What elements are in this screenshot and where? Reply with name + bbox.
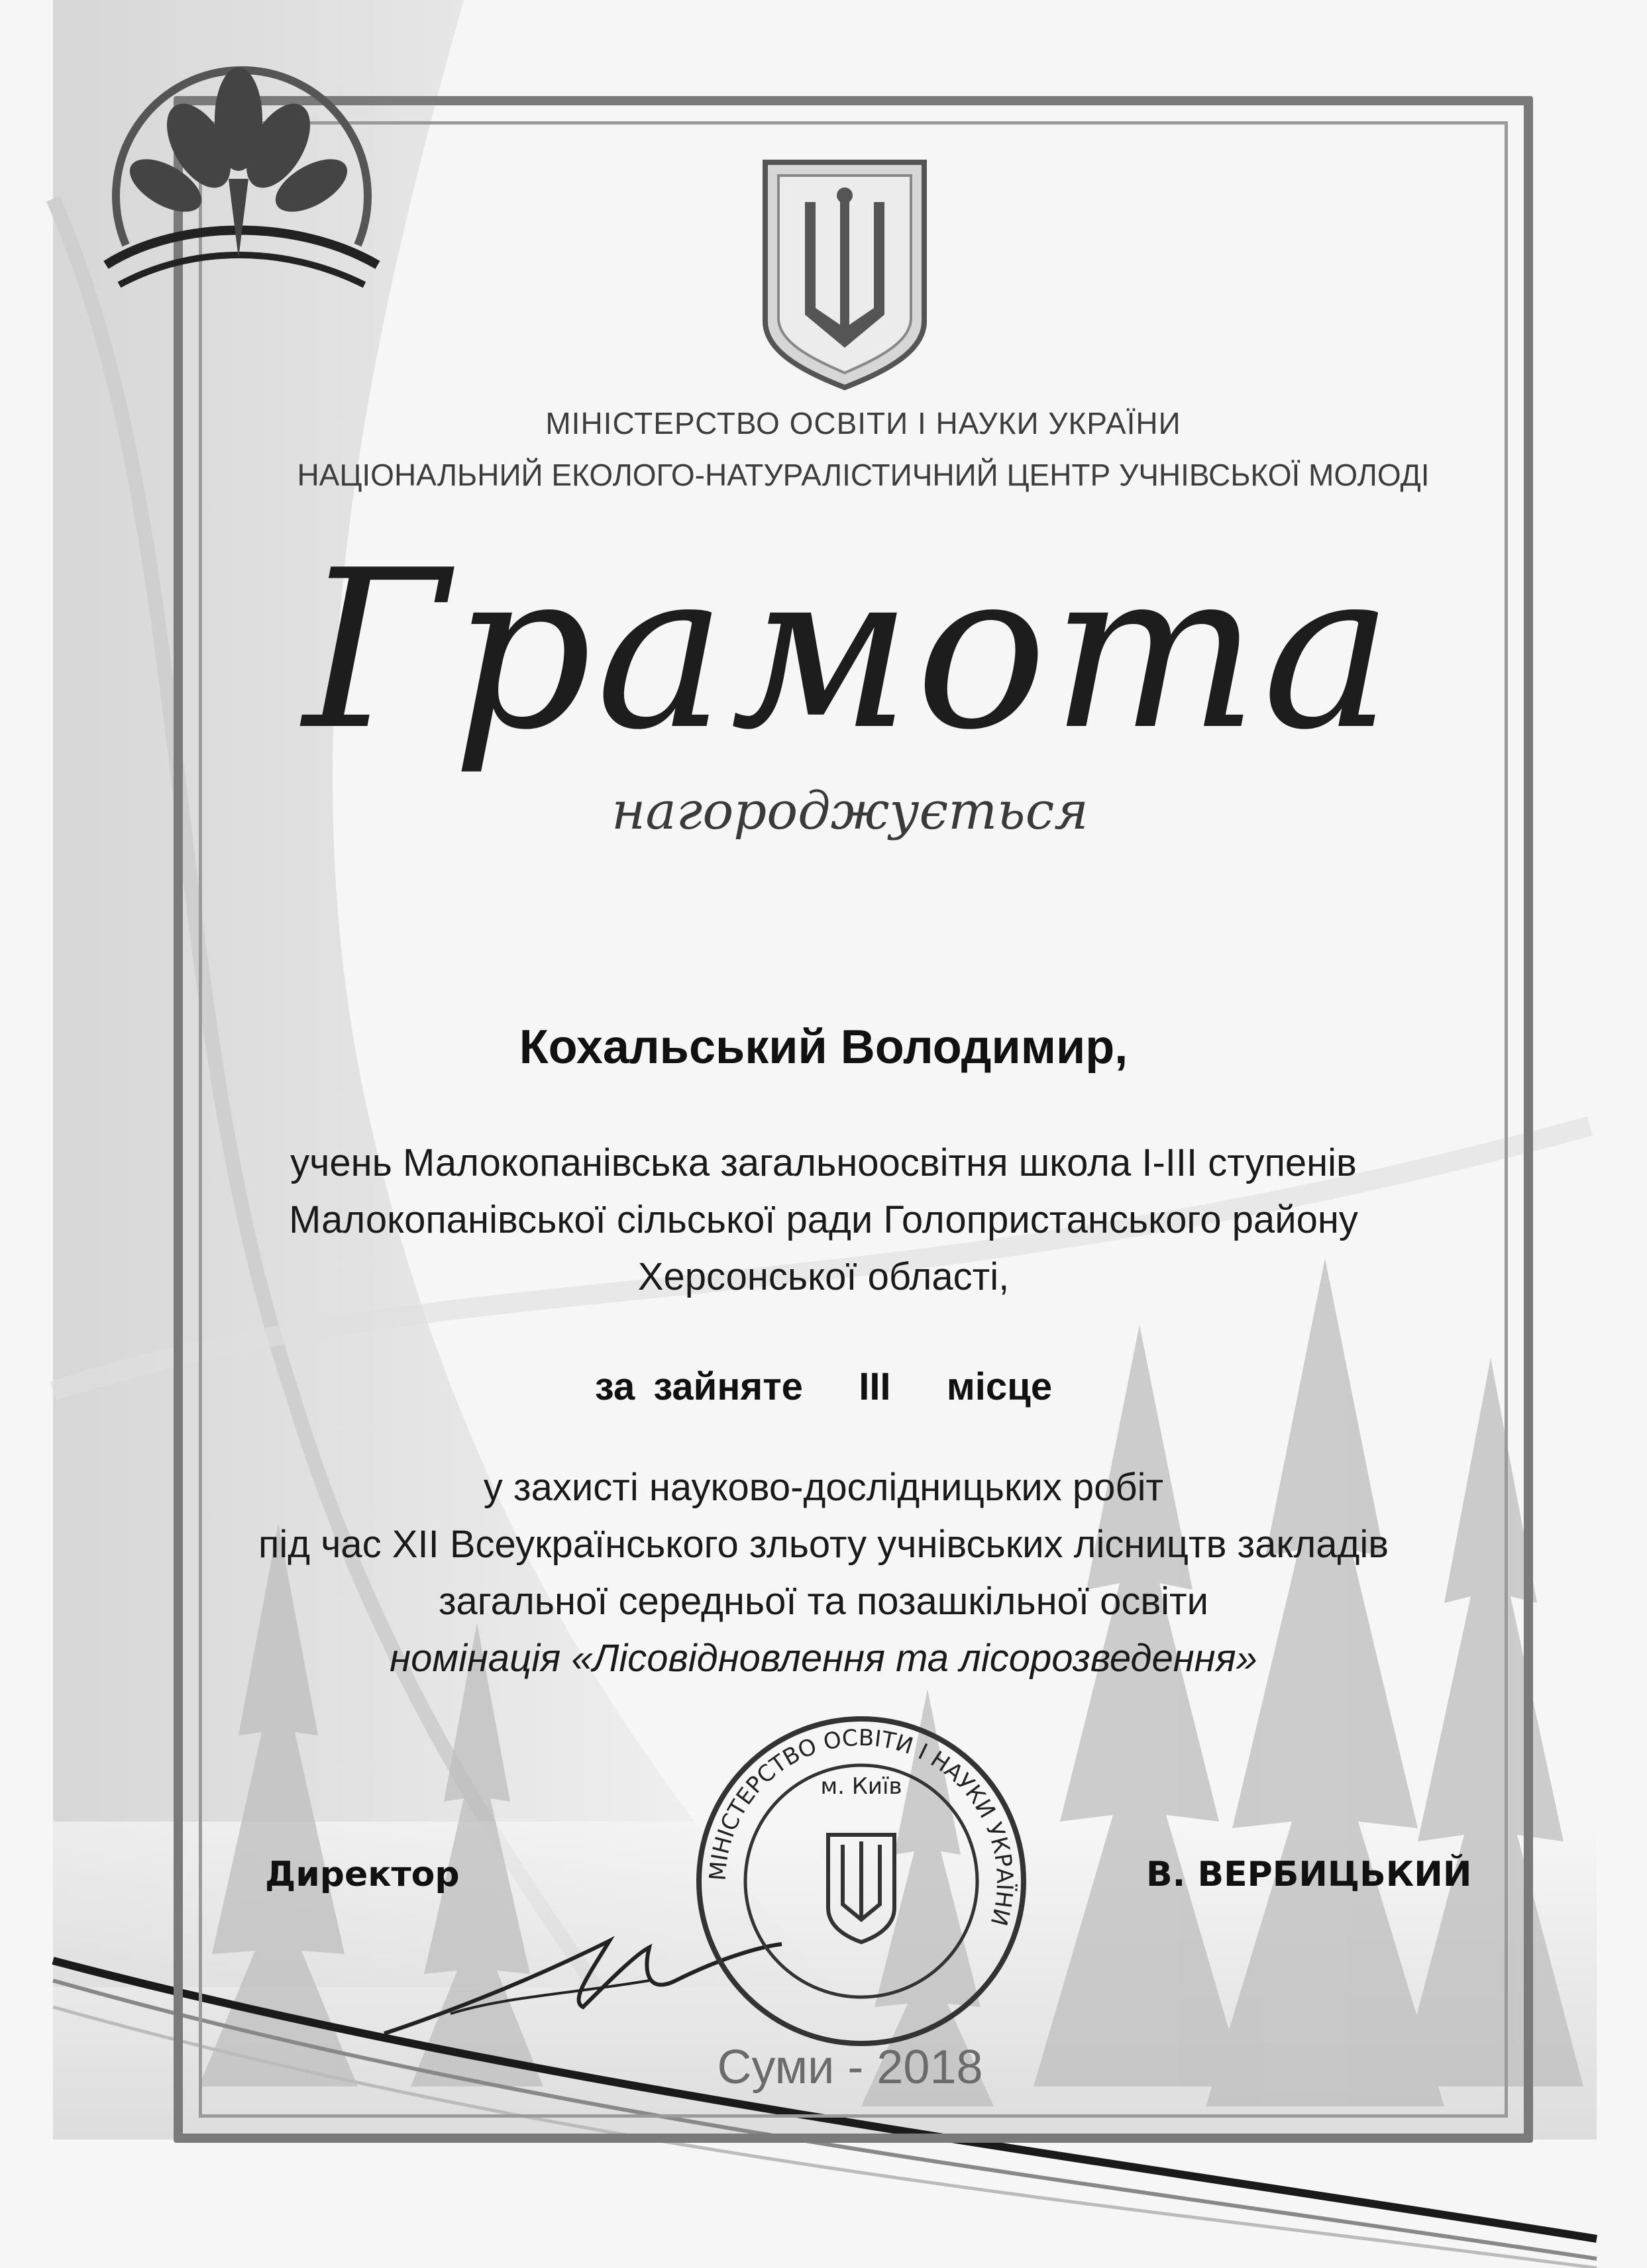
contest-line: під час XII Всеукраїнського зльоту учнівських лісництв закладів [258,1523,1389,1566]
nomination: номінація «Лісовідновлення та лісорозведення» [390,1637,1257,1680]
awarded-subtitle: нагороджується [611,782,1089,841]
trident-emblem-icon [759,156,931,394]
certificate-title: Грамота [303,523,1397,778]
recipient-name: Кохальський Володимир, [519,1021,1128,1074]
ministry-name: МІНІСТЕРСТВО ОСВІТИ І НАУКИ УКРАЇНИ [545,406,1181,440]
contest-line: у захисті науково-дослідницьких робіт [483,1466,1164,1509]
signatory-name: В. ВЕРБИЦЬКИЙ [1146,1855,1472,1894]
stamp-trident-icon [828,1835,894,1942]
stamp-inner-text: м. Київ [820,1773,902,1800]
tree-in-circle-icon [80,46,398,364]
centre-name: НАЦІОНАЛЬНИЙ ЕКОЛОГО-НАТУРАЛІСТИЧНИЙ ЦЕНТР УЧНІВСЬКОЇ МОЛОДІ [297,458,1430,492]
recipient-description-line: Малокопанівської сільської ради Голопристанського району [289,1198,1358,1241]
official-stamp [689,1709,1034,2053]
contest-line: загальної середньої та позашкільної освіти [438,1580,1209,1623]
city-year: Суми - 2018 [717,2041,983,2094]
signature-role: Директор [265,1855,460,1894]
place-awarded: за зайняте III місце [594,1365,1053,1408]
stamp-outer-text: МІНІСТЕРСТВО ОСВІТИ І НАУКИ УКРАЇНИ [704,1724,1018,1929]
recipient-description-line: Херсонської області, [637,1255,1010,1298]
recipient-description-line: учень Малокопанівська загальноосвітня школа I-III ступенів [290,1141,1357,1184]
